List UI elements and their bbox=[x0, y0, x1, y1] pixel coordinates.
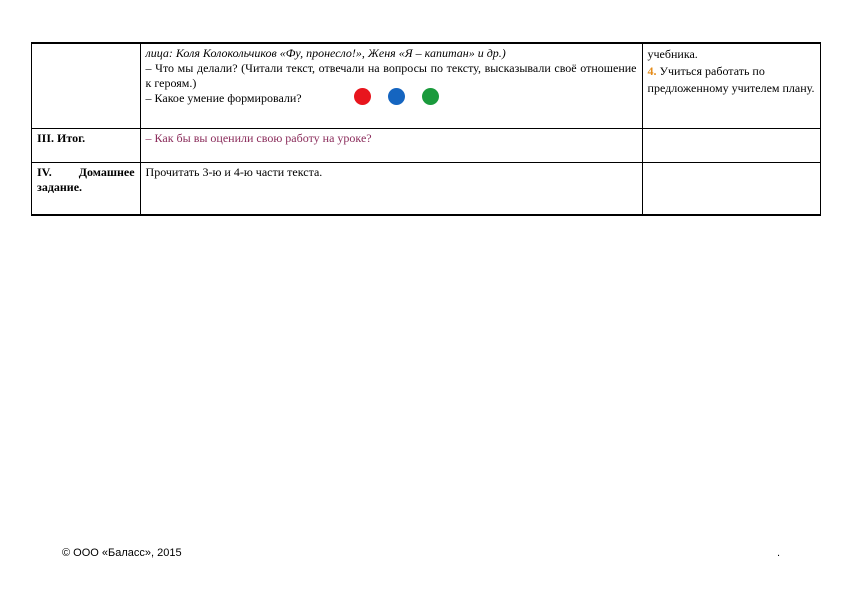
activity-cell bbox=[140, 129, 642, 163]
reflection-question: – Как бы вы оценили свою работу на уроке? bbox=[145, 131, 372, 145]
footer-mark: . bbox=[777, 547, 781, 559]
skill-item bbox=[648, 63, 815, 97]
activity-cell bbox=[140, 43, 642, 129]
character-quote-line: лица: Коля Колокольчиков «Фу, пронесло!», Женя «Я – капитан» и др.) bbox=[145, 46, 506, 60]
stage-label-itog: III. Итог. bbox=[37, 131, 86, 145]
stage-cell bbox=[32, 43, 141, 129]
stage-cell bbox=[32, 163, 141, 216]
lesson-plan-table bbox=[31, 42, 821, 216]
skills-cell bbox=[642, 129, 820, 163]
blue-circle-icon bbox=[388, 88, 405, 105]
table-row bbox=[32, 129, 821, 163]
skills-cell bbox=[642, 163, 820, 216]
skill-number: 4. bbox=[647, 64, 657, 78]
stage-cell bbox=[32, 129, 141, 163]
stage-title-part2: задание. bbox=[37, 180, 83, 194]
green-circle-icon bbox=[422, 88, 439, 105]
question-line: – Что мы делали? (Читали текст, отвечали на вопросы по тексту, высказывали своё отношение к героям.) bbox=[145, 61, 637, 90]
table-row bbox=[32, 163, 821, 216]
skill-question-row bbox=[146, 91, 637, 106]
stage-number: IV. bbox=[37, 165, 52, 179]
homework-text: Прочитать 3-ю и 4-ю части текста. bbox=[145, 165, 323, 179]
red-circle-icon bbox=[354, 88, 371, 105]
table-row bbox=[32, 43, 821, 129]
footer-copyright: © ООО «Баласс», 2015 bbox=[62, 547, 182, 559]
skill-text: Учиться работать по предложенному учителем плану. bbox=[647, 64, 815, 95]
skills-line: учебника. bbox=[647, 47, 698, 61]
skill-question-text: – Какое умение формировали? bbox=[145, 91, 302, 105]
stage-label-homework bbox=[37, 165, 135, 180]
stage-title-part1: Домашнее bbox=[78, 165, 135, 179]
skills-cell bbox=[642, 43, 820, 129]
activity-cell bbox=[140, 163, 642, 216]
